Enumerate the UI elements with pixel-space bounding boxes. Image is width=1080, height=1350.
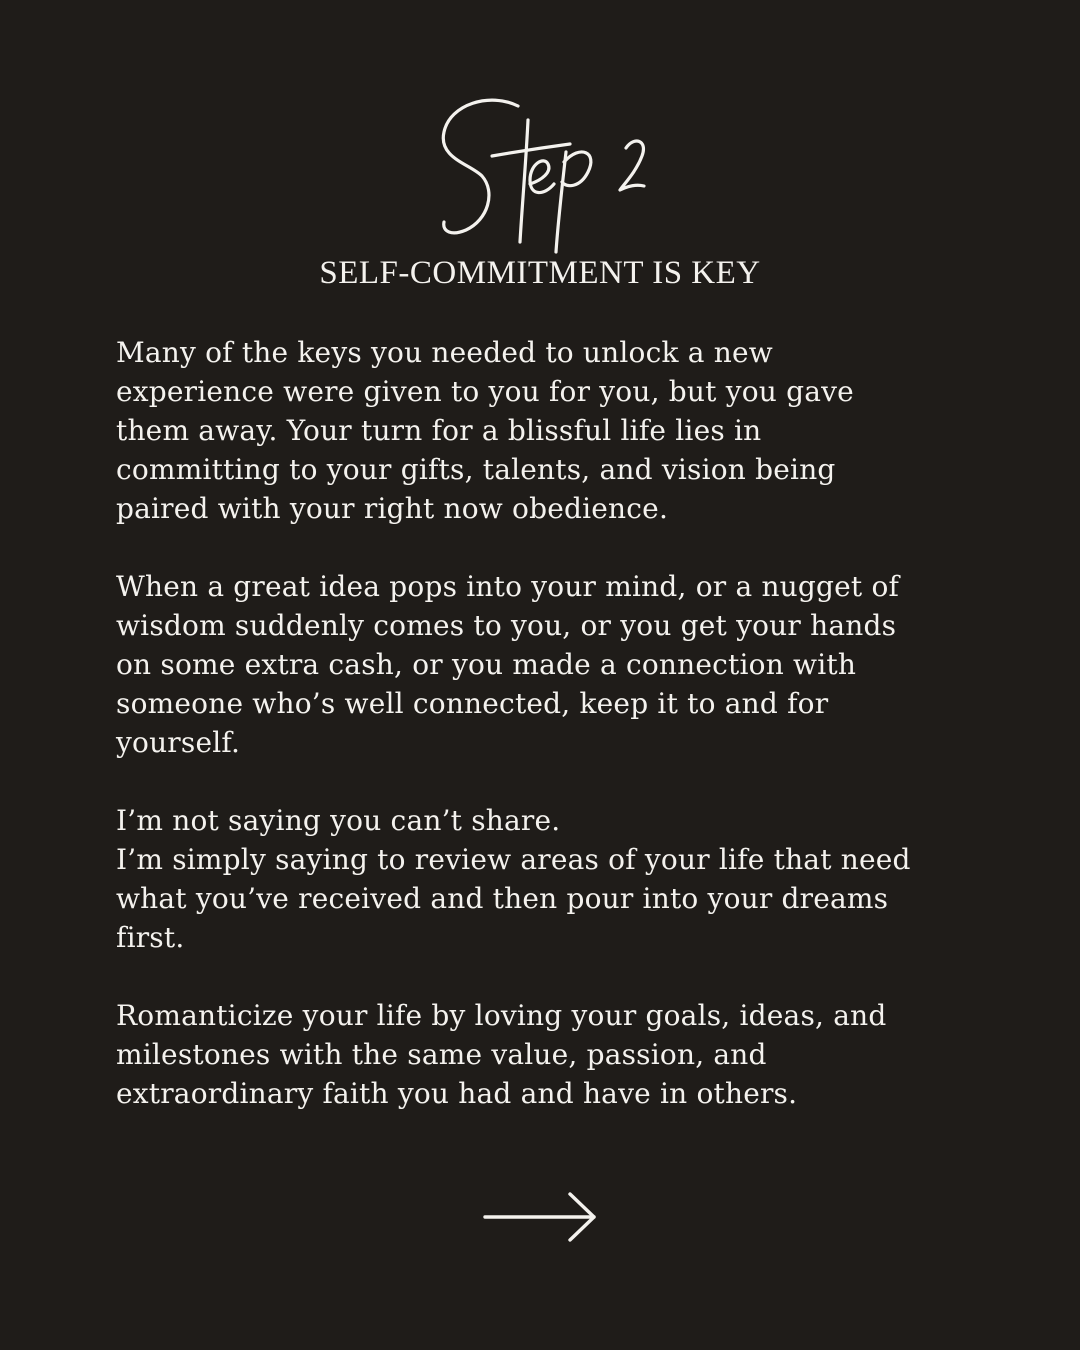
subtitle: SELF-COMMITMENT IS KEY [319, 255, 761, 291]
paragraph-line: someone who’s well connected, keep it to and for [116, 687, 829, 720]
paragraph-line: I’m not saying you can’t share. [116, 804, 561, 837]
step-title-script [430, 92, 660, 257]
body-text [116, 333, 956, 1152]
paragraph-line: I’m simply saying to review areas of your life that need [116, 843, 911, 876]
paragraph-line: Many of the keys you needed to unlock a new [116, 336, 773, 369]
paragraph-2 [116, 567, 956, 762]
paragraph-line: first. [116, 921, 185, 954]
paragraph-line: milestones with the same value, passion, and [116, 1038, 767, 1071]
arrow-right-icon[interactable] [482, 1190, 598, 1244]
paragraph-line: When a great idea pops into your mind, or a nugget of [116, 570, 900, 603]
paragraph-line: wisdom suddenly comes to you, or you get your hands [116, 609, 897, 642]
paragraph-line: on some extra cash, or you made a connection with [116, 648, 857, 681]
paragraph-line: them away. Your turn for a blissful life lies in [116, 414, 762, 447]
paragraph-line: what you’ve received and then pour into your dreams [116, 882, 889, 915]
paragraph-4 [116, 996, 956, 1113]
paragraph-line: Romanticize your life by loving your goals, ideas, and [116, 999, 887, 1032]
paragraph-line: paired with your right now obedience. [116, 492, 669, 525]
paragraph-1 [116, 333, 956, 528]
paragraph-line: committing to your gifts, talents, and vision being [116, 453, 836, 486]
paragraph-line: yourself. [116, 726, 241, 759]
paragraph-line: experience were given to you for you, but you gave [116, 375, 854, 408]
paragraph-3 [116, 801, 956, 957]
paragraph-line: extraordinary faith you had and have in others. [116, 1077, 798, 1110]
